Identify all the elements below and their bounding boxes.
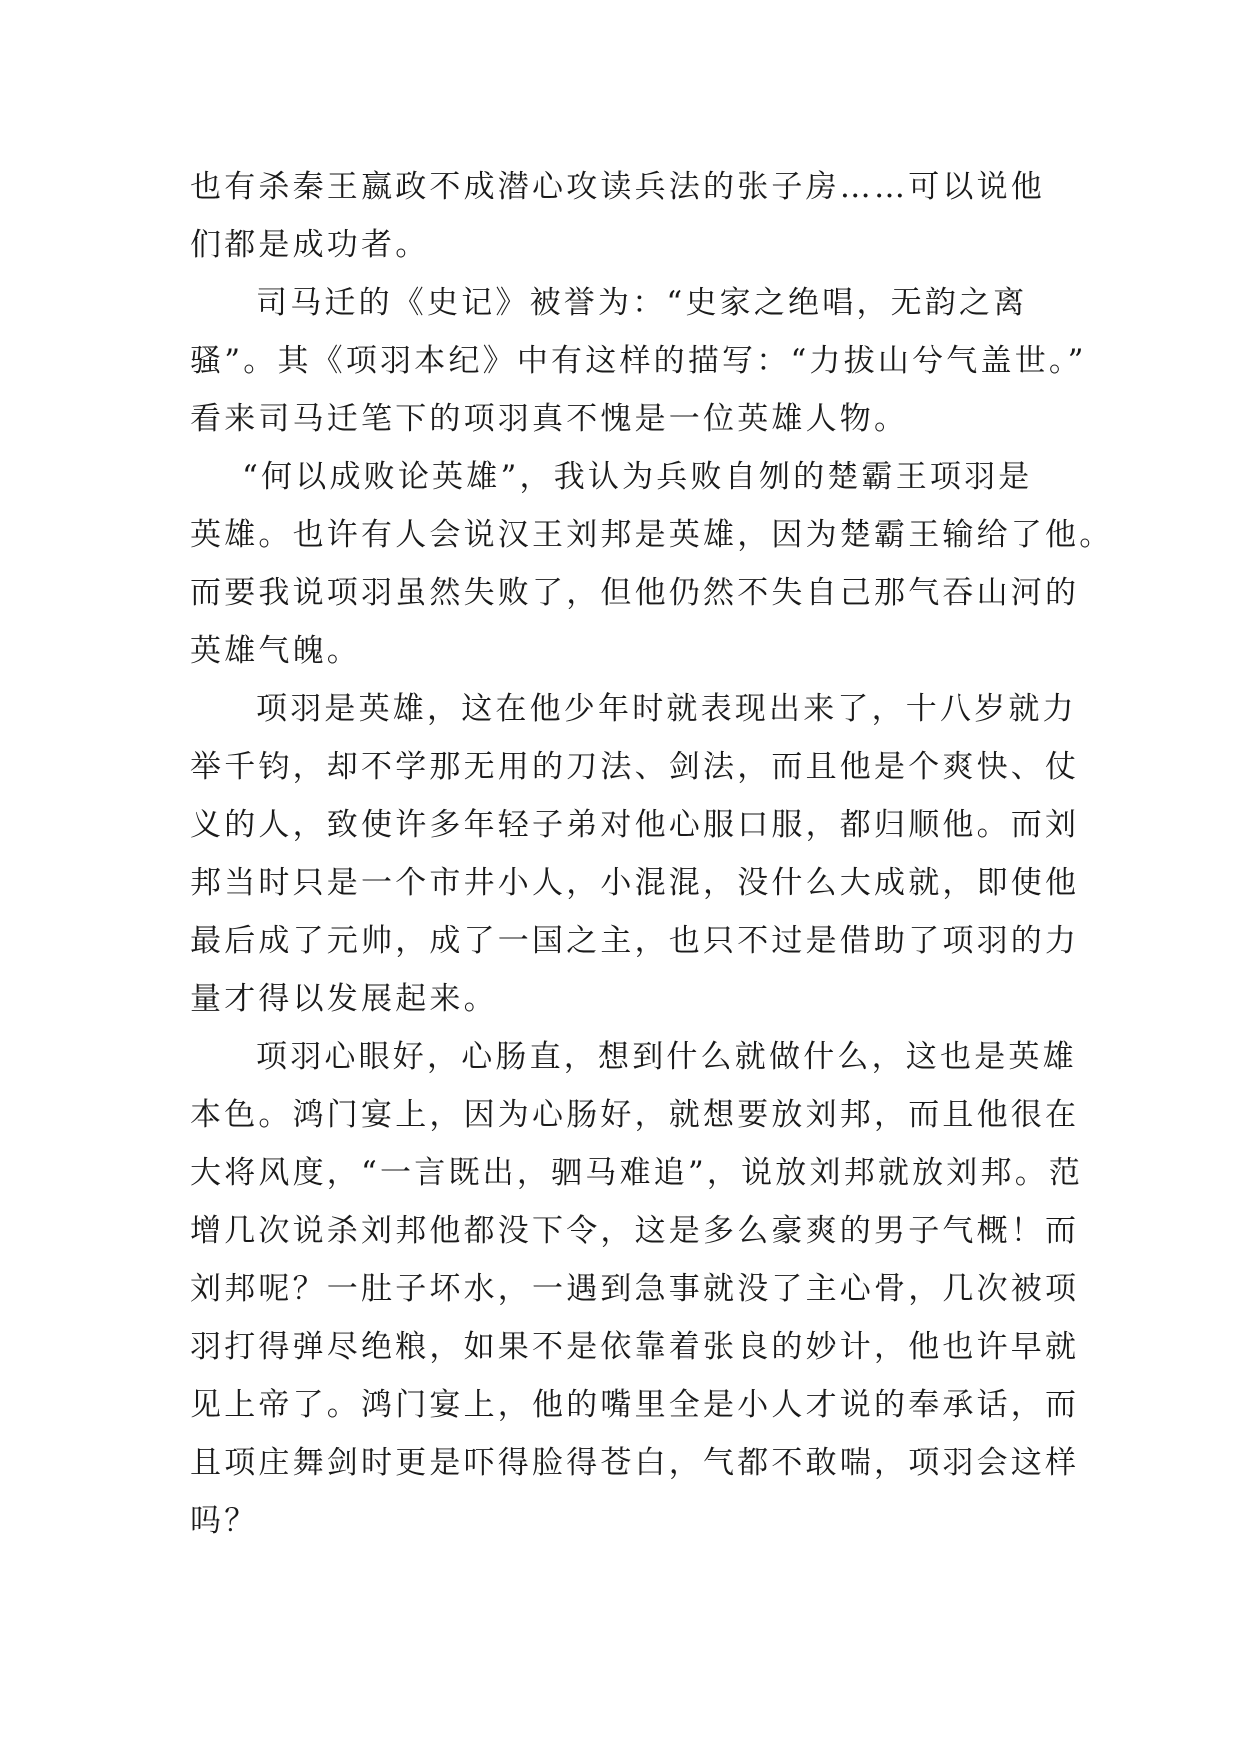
text-line: 增几次说杀刘邦他都没下令，这是多么豪爽的男子气概！而 bbox=[190, 1213, 1080, 1249]
text-line: 看来司马迁笔下的项羽真不愧是一位英雄人物。 bbox=[190, 401, 909, 437]
text-line: 也有杀秦王嬴政不成潜心攻读兵法的张子房……可以说他 bbox=[190, 169, 1045, 205]
text-line: 邦当时只是一个市井小人，小混混，没什么大成就，即使他 bbox=[190, 865, 1080, 901]
text-line: 刘邦呢？一肚子坏水，一遇到急事就没了主心骨，几次被项 bbox=[190, 1271, 1080, 1307]
text-line: 本色。鸿门宴上，因为心肠好，就想要放刘邦，而且他很在 bbox=[190, 1097, 1080, 1133]
paragraph-4 bbox=[190, 680, 1080, 1028]
document-body bbox=[190, 158, 1114, 1550]
text-line: 英雄气魄。 bbox=[190, 633, 361, 669]
text-line: 吗？ bbox=[190, 1503, 259, 1539]
text-line: 举千钧，却不学那无用的刀法、剑法，而且他是个爽快、仗 bbox=[190, 749, 1080, 785]
text-line: 见上帝了。鸿门宴上，他的嘴里全是小人才说的奉承话，而 bbox=[190, 1387, 1080, 1423]
text-line: 且项庄舞剑时更是吓得脸得苍白，气都不敢喘，项羽会这样 bbox=[190, 1445, 1080, 1481]
text-line: 而要我说项羽虽然失败了，但他仍然不失自己那气吞山河的 bbox=[190, 575, 1080, 611]
text-line: 羽打得弹尽绝粮，如果不是依靠着张良的妙计，他也许早就 bbox=[190, 1329, 1080, 1365]
text-line: 英雄。也许有人会说汉王刘邦是英雄，因为楚霸王输给了他。 bbox=[190, 517, 1114, 553]
text-line: “何以成败论英雄”，我认为兵败自刎的楚霸王项羽是 bbox=[242, 459, 1033, 495]
text-line: 项羽心眼好，心肠直，想到什么就做什么，这也是英雄 bbox=[256, 1039, 1077, 1075]
text-line: 量才得以发展起来。 bbox=[190, 981, 498, 1017]
text-line: 项羽是英雄，这在他少年时就表现出来了，十八岁就力 bbox=[256, 691, 1077, 727]
paragraph-1 bbox=[190, 158, 1052, 274]
text-line: 大将风度，“一言既出，驷马难追”，说放刘邦就放刘邦。范 bbox=[190, 1155, 1084, 1191]
paragraph-2 bbox=[190, 274, 1087, 448]
text-line: 义的人，致使许多年轻子弟对他心服口服，都归顺他。而刘 bbox=[190, 807, 1080, 843]
paragraph-5 bbox=[190, 1028, 1084, 1550]
paragraph-3 bbox=[190, 448, 1114, 680]
text-line: 最后成了元帅，成了一国之主，也只不过是借助了项羽的力 bbox=[190, 923, 1080, 959]
text-line: 司马迁的《史记》被誉为：“史家之绝唱，无韵之离 bbox=[256, 285, 1028, 321]
text-line: 们都是成功者。 bbox=[190, 227, 430, 263]
text-line: 骚”。其《项羽本纪》中有这样的描写：“力拔山兮气盖世。” bbox=[190, 343, 1087, 379]
